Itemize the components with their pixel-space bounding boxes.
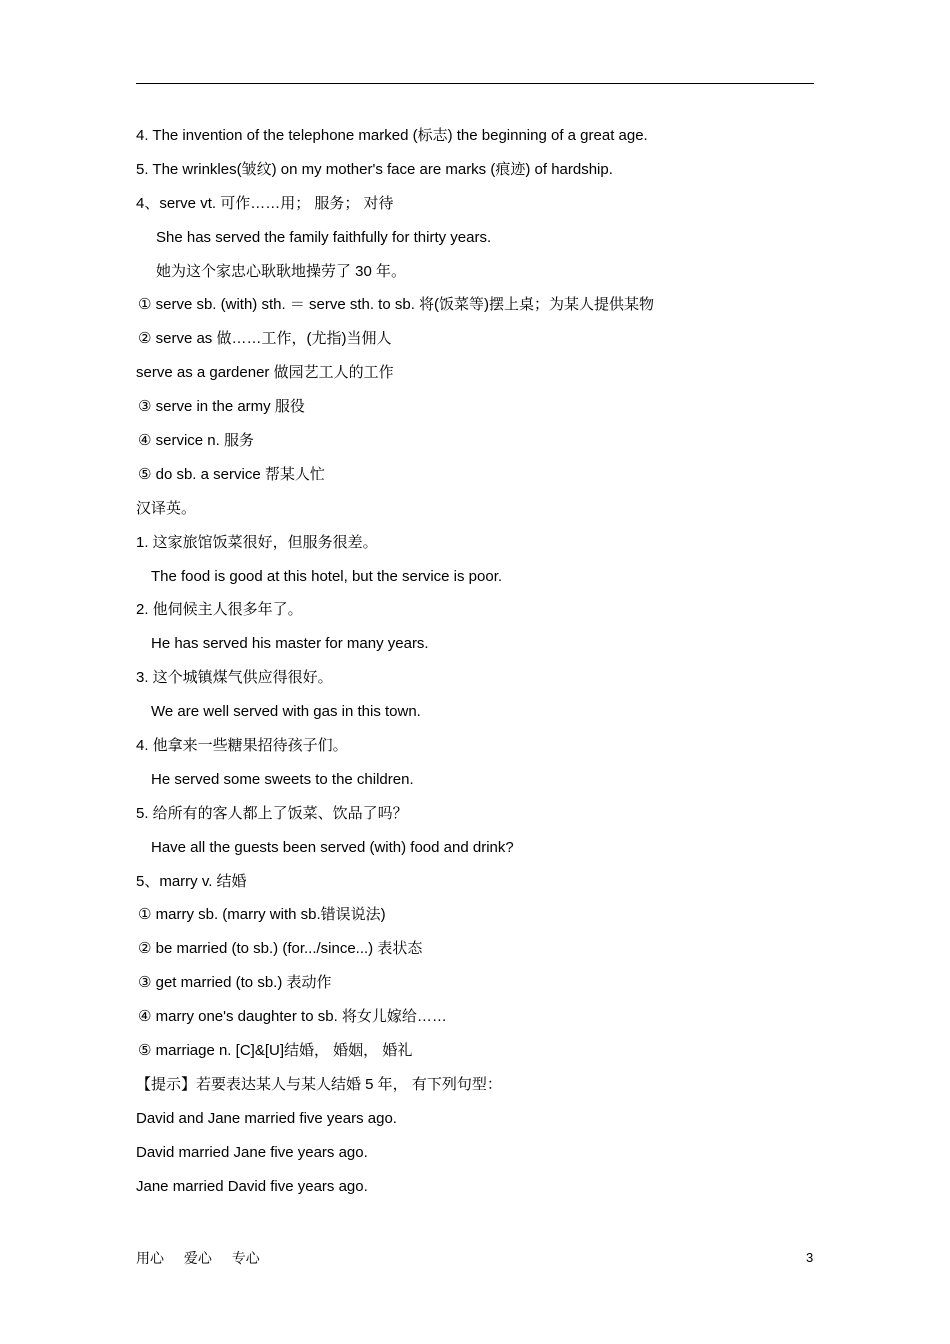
text-line: ④ service n. 服务 [138,432,254,450]
header-rule [136,83,814,84]
text-line: 4、serve vt. 可作……用； 服务； 对待 [136,194,394,212]
footer-motto-1: 用心 [136,1250,164,1266]
text-line: David married Jane five years ago. [136,1143,368,1161]
text-line: 2. 他伺候主人很多年了。 [136,601,303,619]
text-line: 3. 这个城镇煤气供应得很好。 [136,669,333,687]
document-body [136,125,816,1210]
text-line: 汉译英。 [136,499,197,517]
footer-motto-3: 专心 [231,1250,260,1266]
text-line: ② be married (to sb.) (for.../since...) 表状态 [138,940,423,958]
text-line: ④ marry one's daughter to sb. 将女儿嫁给…… [138,1008,447,1026]
text-line: She has served the family faithfully for thirty years. [156,228,492,246]
text-line: He has served his master for many years. [151,635,429,653]
text-line: ① marry sb. (marry with sb.错误说法) [138,906,386,924]
text-line: 【提示】若要表达某人与某人结婚 5 年， 有下列句型： [136,1075,502,1093]
text-line: 她为这个家忠心耿耿地操劳了 30 年。 [156,262,407,280]
text-line: David and Jane married five years ago. [136,1109,397,1127]
text-line: 4. The invention of the telephone marked (标志) the beginning of a great age. [136,127,648,144]
text-line: Jane married David five years ago. [136,1177,368,1195]
text-line: ⑤ do sb. a service 帮某人忙 [138,465,325,483]
text-line: ⑤ marriage n. [C]&[U]结婚， 婚姻， 婚礼 [138,1042,413,1060]
footer-motto-2: 爱心 [183,1250,212,1266]
page-number: 3 [806,1250,814,1265]
text-line: ① serve sb. (with) sth. ＝ serve sth. to sb. 将(饭菜等)摆上桌；为某人提供某物 [138,296,655,314]
text-line: serve as a gardener 做园艺工人的工作 [136,364,394,382]
text-line: ③ serve in the army 服役 [138,398,305,416]
text-line: Have all the guests been served (with) food and drink? [151,838,514,856]
text-line: 5. 给所有的客人都上了饭菜、饮品了吗？ [136,804,408,822]
text-line: 1. 这家旅馆饭菜很好，但服务很差。 [136,533,378,551]
text-line: We are well served with gas in this town. [151,703,421,721]
text-line: ③ get married (to sb.) 表动作 [138,974,332,992]
text-line: 4. 他拿来一些糖果招待孩子们。 [136,737,348,755]
text-line: 5. The wrinkles(皱纹) on my mother's face are marks (痕迹) of hardship. [136,160,613,178]
text-line: 5、marry v. 结婚 [136,872,247,890]
text-line: ② serve as 做……工作，(尤指)当佣人 [138,330,392,348]
text-line: The food is good at this hotel, but the service is poor. [151,567,503,585]
text-line: He served some sweets to the children. [151,770,414,788]
footer-motto [136,1249,276,1267]
